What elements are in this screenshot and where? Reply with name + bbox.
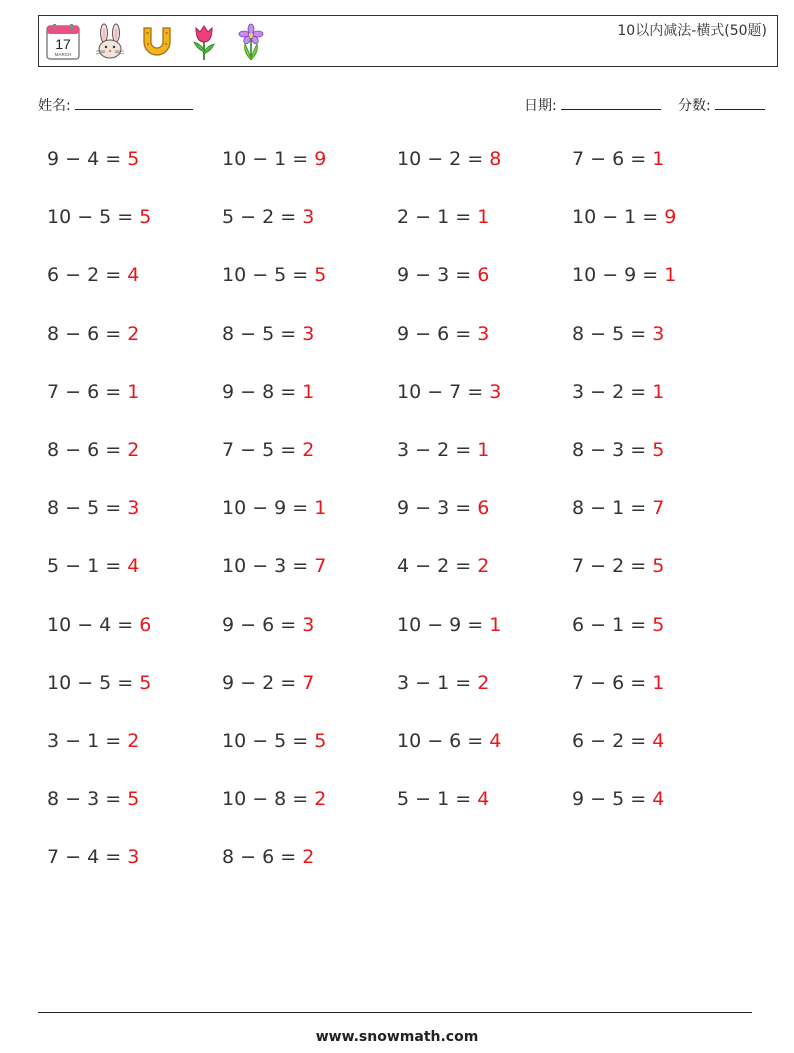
problem-answer: 3 bbox=[127, 497, 140, 520]
problem-item bbox=[397, 381, 501, 403]
problem-item bbox=[47, 206, 151, 228]
problem-question: 10 − 5 = bbox=[47, 671, 140, 694]
calendar-day: 17 bbox=[55, 36, 71, 52]
problem-answer: 9 bbox=[664, 206, 677, 229]
problem-question: 10 − 7 = bbox=[397, 380, 490, 403]
problem-item bbox=[572, 381, 664, 403]
problem-item bbox=[222, 555, 326, 577]
problem-question: 7 − 2 = bbox=[572, 555, 653, 578]
problem-question: 5 − 1 = bbox=[397, 788, 478, 811]
problem-answer: 3 bbox=[489, 380, 502, 403]
problem-answer: 5 bbox=[652, 555, 665, 578]
problem-question: 10 − 1 = bbox=[572, 206, 665, 229]
problem-answer: 1 bbox=[664, 264, 677, 287]
problem-question: 9 − 3 = bbox=[397, 497, 478, 520]
problem-question: 8 − 5 = bbox=[47, 497, 128, 520]
problem-question: 6 − 1 = bbox=[572, 613, 653, 636]
problem-question: 10 − 9 = bbox=[222, 497, 315, 520]
problem-question: 9 − 6 = bbox=[222, 613, 303, 636]
problem-item bbox=[397, 788, 489, 810]
problem-question: 10 − 5 = bbox=[222, 264, 315, 287]
problem-question: 8 − 3 = bbox=[47, 788, 128, 811]
problem-answer: 5 bbox=[652, 439, 665, 461]
problem-answer: 1 bbox=[477, 439, 490, 461]
problem-question: 10 − 3 = bbox=[222, 555, 315, 578]
problem-item bbox=[572, 730, 664, 752]
problem-item bbox=[397, 439, 489, 461]
problem-question: 8 − 5 = bbox=[222, 322, 303, 345]
problem-answer: 4 bbox=[477, 788, 490, 811]
problem-item bbox=[397, 730, 501, 752]
problem-answer: 1 bbox=[127, 380, 140, 403]
problem-answer: 2 bbox=[127, 730, 140, 752]
problem-item bbox=[572, 206, 676, 228]
problem-answer: 2 bbox=[477, 555, 490, 578]
date-label: 日期: bbox=[524, 98, 557, 114]
problem-answer: 5 bbox=[139, 206, 152, 229]
problem-item bbox=[572, 264, 676, 286]
problem-answer: 6 bbox=[139, 613, 152, 636]
problem-question: 5 − 1 = bbox=[47, 555, 128, 578]
problem-item bbox=[572, 497, 664, 519]
problem-question: 6 − 2 = bbox=[572, 730, 653, 752]
problem-item bbox=[47, 264, 139, 286]
problem-answer: 2 bbox=[302, 439, 315, 461]
problem-answer: 7 bbox=[302, 671, 315, 694]
problem-answer: 2 bbox=[477, 671, 490, 694]
problem-answer: 1 bbox=[652, 671, 665, 694]
problem-item bbox=[222, 614, 314, 636]
problem-question: 5 − 2 = bbox=[222, 206, 303, 229]
problem-question: 9 − 8 = bbox=[222, 380, 303, 403]
problem-answer: 5 bbox=[652, 613, 665, 636]
problem-item bbox=[222, 439, 314, 461]
problem-answer: 5 bbox=[139, 671, 152, 694]
problem-question: 4 − 2 = bbox=[397, 555, 478, 578]
problem-answer: 4 bbox=[652, 788, 665, 811]
problem-question: 10 − 4 = bbox=[47, 613, 140, 636]
worksheet-title: 10以内减法-横式(50题) bbox=[617, 23, 767, 39]
problem-item bbox=[572, 788, 664, 810]
problem-item bbox=[397, 555, 489, 577]
problem-answer: 1 bbox=[489, 613, 502, 636]
problem-question: 6 − 2 = bbox=[47, 264, 128, 287]
problem-question: 9 − 3 = bbox=[397, 264, 478, 287]
problem-answer: 3 bbox=[302, 206, 315, 229]
problem-answer: 4 bbox=[127, 264, 140, 287]
problem-item bbox=[47, 555, 139, 577]
problem-item bbox=[397, 497, 489, 519]
problem-item bbox=[397, 614, 501, 636]
problem-question: 8 − 6 = bbox=[222, 846, 303, 869]
problem-item bbox=[47, 846, 139, 868]
problem-item bbox=[47, 672, 151, 694]
problem-item bbox=[572, 672, 664, 694]
problem-question: 10 − 1 = bbox=[222, 148, 315, 170]
problem-answer: 3 bbox=[652, 322, 665, 345]
problem-item bbox=[222, 497, 326, 519]
problem-question: 9 − 6 = bbox=[397, 322, 478, 345]
calendar-month: MARCH bbox=[54, 52, 72, 57]
problem-question: 3 − 2 = bbox=[572, 380, 653, 403]
problem-question: 3 − 2 = bbox=[397, 439, 478, 461]
name-label: 姓名: bbox=[38, 98, 71, 114]
problem-question: 8 − 3 = bbox=[572, 439, 653, 461]
problem-answer: 8 bbox=[489, 148, 502, 170]
problem-item bbox=[47, 148, 139, 170]
problem-item bbox=[222, 148, 326, 170]
problem-answer: 4 bbox=[652, 730, 665, 752]
problem-question: 8 − 6 = bbox=[47, 322, 128, 345]
problem-question: 3 − 1 = bbox=[47, 730, 128, 752]
problem-item bbox=[397, 323, 489, 345]
problem-item bbox=[397, 264, 489, 286]
problem-item bbox=[222, 206, 314, 228]
score-label: 分数: bbox=[678, 98, 711, 114]
problem-item bbox=[222, 264, 326, 286]
problem-question: 9 − 5 = bbox=[572, 788, 653, 811]
problem-question: 10 − 5 = bbox=[47, 206, 140, 229]
problem-item bbox=[47, 439, 139, 461]
problem-question: 8 − 5 = bbox=[572, 322, 653, 345]
problem-item bbox=[572, 323, 664, 345]
problem-answer: 7 bbox=[314, 555, 327, 578]
problem-item bbox=[397, 672, 489, 694]
problem-item bbox=[397, 206, 489, 228]
problem-question: 10 − 9 = bbox=[397, 613, 490, 636]
problem-question: 10 − 6 = bbox=[397, 730, 490, 752]
problem-answer: 1 bbox=[652, 380, 665, 403]
problem-answer: 3 bbox=[477, 322, 490, 345]
problem-item bbox=[572, 148, 664, 170]
problem-answer: 1 bbox=[477, 206, 490, 229]
problem-item bbox=[222, 672, 314, 694]
problem-item bbox=[572, 614, 664, 636]
problem-answer: 4 bbox=[127, 555, 140, 578]
footer-url: www.snowmath.com bbox=[315, 1029, 479, 1045]
problem-question: 10 − 8 = bbox=[222, 788, 315, 811]
problem-item bbox=[397, 148, 501, 170]
problem-answer: 5 bbox=[314, 264, 327, 287]
problem-question: 2 − 1 = bbox=[397, 206, 478, 229]
problem-question: 8 − 1 = bbox=[572, 497, 653, 520]
problem-item bbox=[222, 730, 326, 752]
problem-item bbox=[222, 846, 314, 868]
problem-question: 7 − 4 = bbox=[47, 846, 128, 869]
problem-item bbox=[47, 788, 139, 810]
problem-question: 10 − 5 = bbox=[222, 730, 315, 752]
problem-item bbox=[47, 497, 139, 519]
problem-answer: 3 bbox=[127, 846, 140, 869]
problem-item bbox=[572, 439, 664, 461]
problem-item bbox=[47, 730, 139, 752]
problem-answer: 2 bbox=[302, 846, 315, 869]
problem-answer: 7 bbox=[652, 497, 665, 520]
problem-question: 7 − 6 = bbox=[47, 380, 128, 403]
problem-answer: 2 bbox=[314, 788, 327, 811]
problem-answer: 2 bbox=[127, 322, 140, 345]
problem-item bbox=[47, 323, 139, 345]
problem-question: 8 − 6 = bbox=[47, 439, 128, 461]
problem-answer: 6 bbox=[477, 264, 490, 287]
problem-question: 10 − 2 = bbox=[397, 148, 490, 170]
problem-question: 9 − 2 = bbox=[222, 671, 303, 694]
problem-answer: 5 bbox=[314, 730, 327, 752]
problem-item bbox=[572, 555, 664, 577]
problem-answer: 4 bbox=[489, 730, 502, 752]
problem-question: 3 − 1 = bbox=[397, 671, 478, 694]
problem-item bbox=[47, 381, 139, 403]
problem-answer: 9 bbox=[314, 148, 327, 170]
problem-question: 7 − 6 = bbox=[572, 671, 653, 694]
problem-item bbox=[47, 614, 151, 636]
problem-answer: 6 bbox=[477, 497, 490, 520]
problem-question: 7 − 5 = bbox=[222, 439, 303, 461]
problem-question: 7 − 6 = bbox=[572, 148, 653, 170]
problem-answer: 5 bbox=[127, 788, 140, 811]
problem-answer: 3 bbox=[302, 322, 315, 345]
problem-answer: 1 bbox=[652, 148, 665, 170]
footer-divider bbox=[38, 1012, 752, 1013]
problem-answer: 2 bbox=[127, 439, 140, 461]
problem-answer: 3 bbox=[302, 613, 315, 636]
problem-item bbox=[222, 381, 314, 403]
problem-question: 10 − 9 = bbox=[572, 264, 665, 287]
problem-answer: 1 bbox=[314, 497, 327, 520]
problem-item bbox=[222, 323, 314, 345]
problem-question: 9 − 4 = bbox=[47, 148, 128, 170]
problem-item bbox=[222, 788, 326, 810]
problem-answer: 1 bbox=[302, 380, 315, 403]
problem-answer: 5 bbox=[127, 148, 140, 170]
